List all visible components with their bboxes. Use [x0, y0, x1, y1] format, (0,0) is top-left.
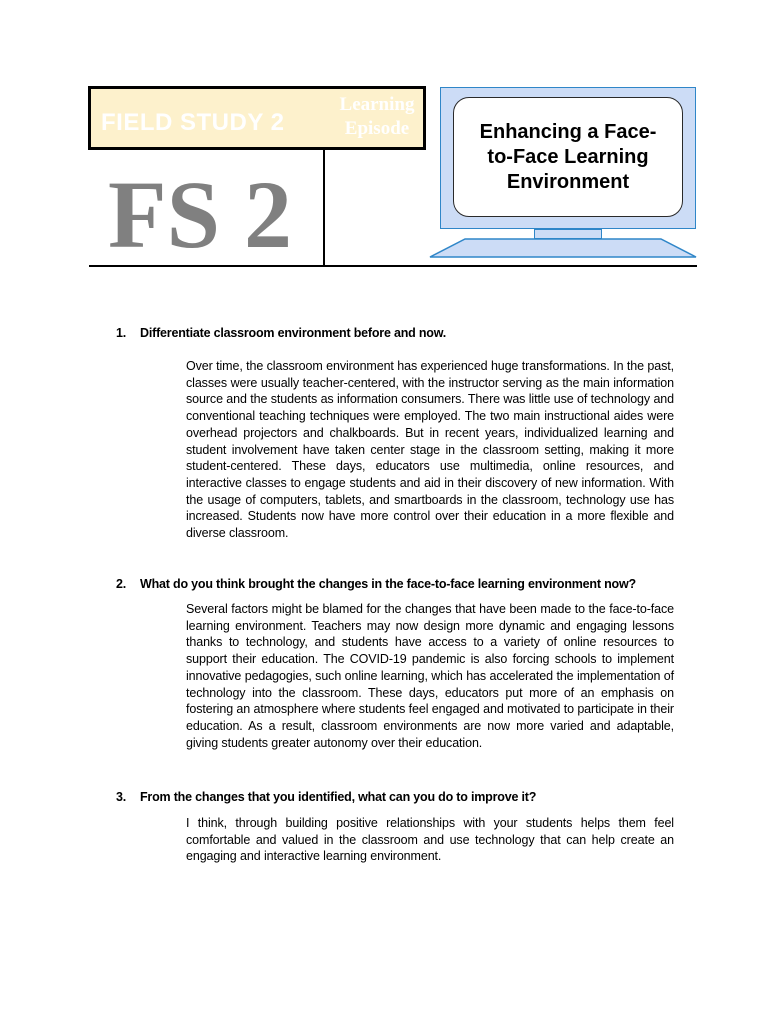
answer-2: Several factors might be blamed for the changes that have been made to the face-to-face learning environment. Teachers may now design more dynamic and engaging lessons thanks to technology, and students have access to a variety of online resources to support their education. The COVID-19 pandemic is also forcing schools to implement innovative pedagogies, such online learning, which has accelerated the implementation of technology into the classroom. These days, educators put more of an emphasis on fostering an atmosphere where students feel engaged and motivated to participate in their education. As a result, classroom environments are now more varied and adaptable, giving students greater autonomy over their education.: [186, 602, 674, 750]
banner-episode-label: Learning Episode: [339, 94, 415, 139]
monitor-stand-base: [428, 238, 700, 260]
monitor-screen: [453, 97, 683, 217]
question-3: [116, 790, 536, 804]
episode-title: Enhancing a Face-to-Face Learning Environment: [479, 120, 657, 193]
question-number: 2.: [116, 577, 127, 591]
header-vertical-divider: [323, 150, 325, 266]
question-text: From the changes that you identified, what can you do to improve it?: [140, 790, 537, 804]
question-1: [116, 326, 446, 340]
banner-title: FIELD STUDY 2: [101, 109, 285, 136]
question-number: 1.: [116, 326, 127, 340]
question-text: What do you think brought the changes in the face-to-face learning environment now?: [140, 577, 636, 591]
field-study-banner: [88, 86, 426, 150]
answer-3: I think, through building positive relationships with your students helps them feel comfortable and valued in the classroom and use technology that can help create an engaging and interactive learning environment.: [186, 816, 674, 864]
question-number: 3.: [116, 790, 127, 804]
question-2: [116, 577, 636, 591]
answer-1: Over time, the classroom environment has experienced huge transformations. In the past, classes were usually teacher-centered, with the instructor serving as the main information source and the students as information consumers. There was little use of technology and conventional teaching techniques were employed. The two main instructional aides were overhead projectors and chalkboards. But in recent years, individualized learning and student involvement have taken center stage in the classroom setting, making it more student-centered. These days, educators use multimedia, online resources, and interactive classes to engage students and aid in their discovery of new information. With the usage of computers, tablets, and smartboards in the classroom, technology use has increased. Students now have more control over their education in a more flexible and diverse classroom.: [186, 359, 674, 541]
question-text: Differentiate classroom environment before and now.: [140, 326, 447, 340]
course-code: FS 2: [108, 161, 293, 268]
monitor-icon: [440, 87, 696, 229]
